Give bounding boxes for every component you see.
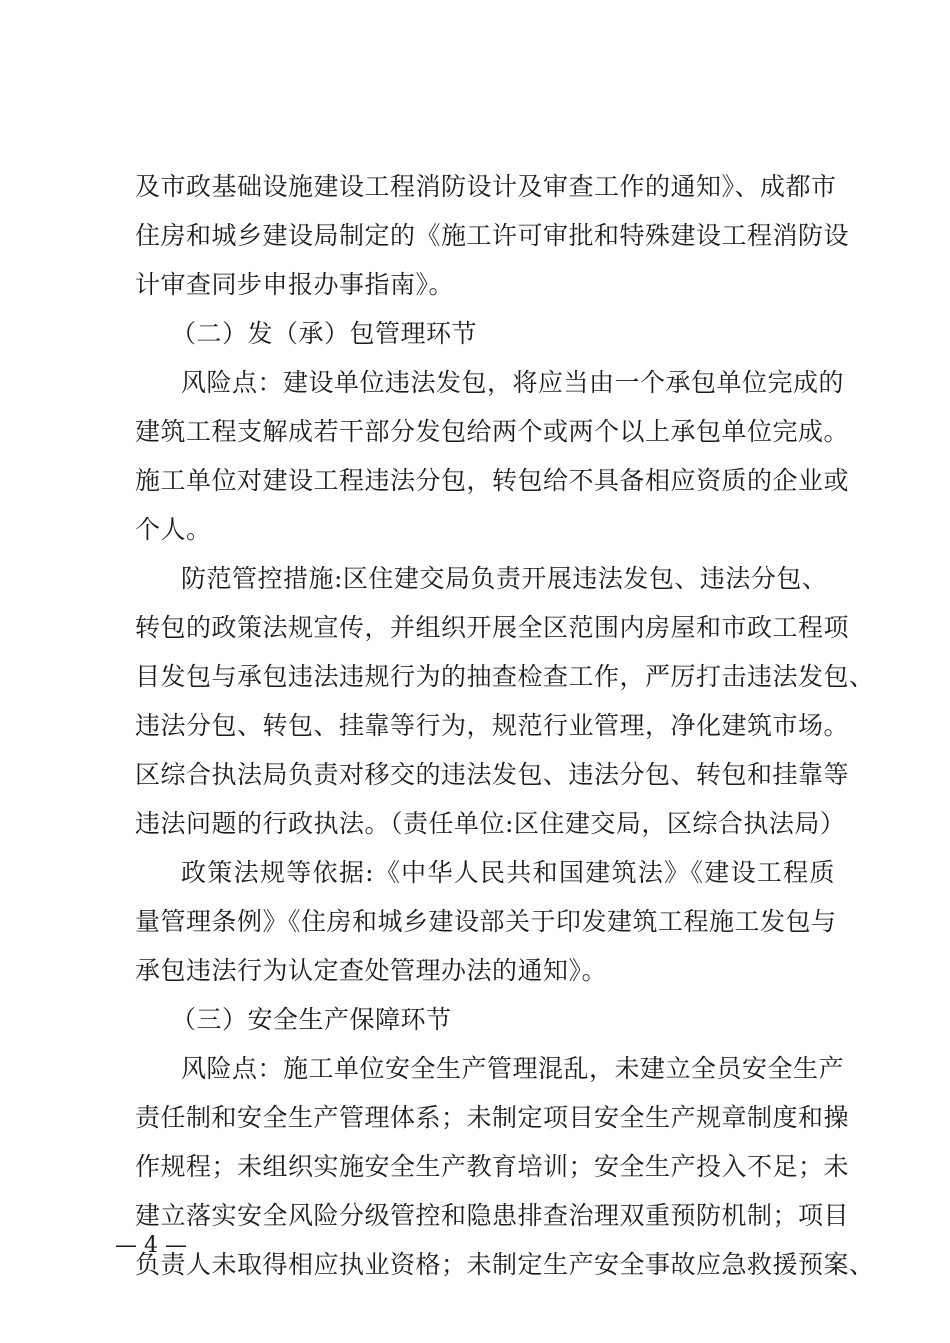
text-line: 建筑工程支解成若干部分发包给两个或两个以上承包单位完成。 [135,417,850,446]
text-line: 责任制和安全生产管理体系；未制定项目安全生产规章制度和操 [135,1103,850,1132]
text-line: 转包的政策法规宣传，并组织开展全区范围内房屋和市政工程项 [135,613,850,642]
text-line: 违法问题的行政执法。（责任单位:区住建交局，区综合执法局） [135,809,846,838]
text-line: 施工单位对建设工程违法分包，转包给不具备相应资质的企业或 [135,466,850,495]
page-number: — 4 — [115,1233,187,1258]
text-line: 计审查同步申报办事指南》。 [135,270,455,299]
text-line: 承包违法行为认定查处管理办法的通知》。 [135,956,608,985]
section-heading: （三）安全生产保障环节 [171,1005,452,1034]
text-line: 区综合执法局负责对移交的违法发包、违法分包、转包和挂靠等 [135,760,850,789]
text-line: 量管理条例》《住房和城乡建设部关于印发建筑工程施工发包与 [135,907,837,936]
text-line: 建立落实安全风险分级管控和隐患排查治理双重预防机制；项目 [135,1201,850,1230]
text-line: 风险点：建设单位违法发包，将应当由一个承包单位完成的 [181,368,845,397]
document-body [135,162,875,1289]
text-line: 住房和城乡建设局制定的《施工许可审批和特殊建设工程消防设 [135,221,850,250]
text-line: 目发包与承包违法违规行为的抽查检查工作，严厉打击违法发包、 [135,662,875,691]
text-line: 违法分包、转包、挂靠等行为，规范行业管理，净化建筑市场。 [135,711,850,740]
text-line: 个人。 [135,515,212,544]
text-line: 政策法规等依据:《中华人民共和国建筑法》《建设工程质 [181,858,835,887]
text-line: 负责人未取得相应执业资格；未制定生产安全事故应急救援预案、 [135,1250,875,1279]
text-line: 及市政基础设施建设工程消防设计及审查工作的通知》、成都市 [135,172,837,201]
section-heading: （二）发（承）包管理环节 [171,319,478,348]
text-line: 风险点：施工单位安全生产管理混乱，未建立全员安全生产 [181,1054,845,1083]
text-line: 防范管控措施:区住建交局负责开展违法发包、违法分包、 [181,564,828,593]
text-line: 作规程；未组织实施安全生产教育培训；安全生产投入不足；未 [135,1152,850,1181]
